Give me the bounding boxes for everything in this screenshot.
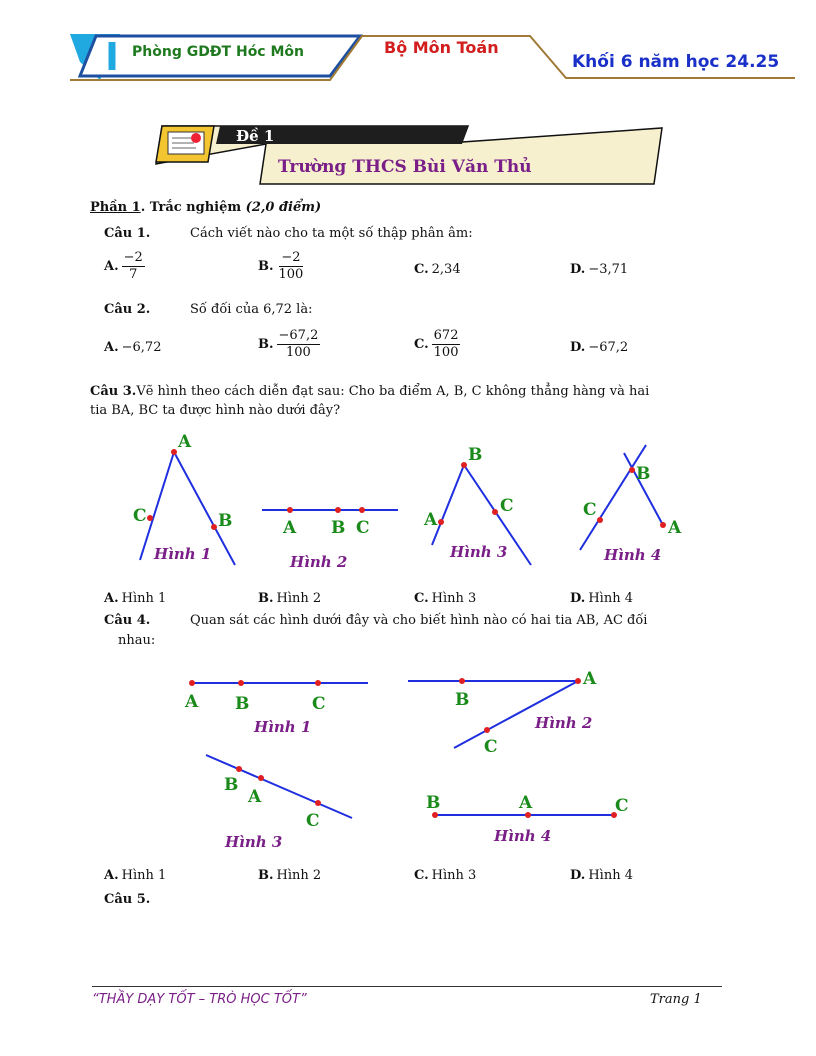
label-c: C	[306, 811, 320, 831]
label-a: A	[248, 787, 262, 807]
point-a	[171, 449, 177, 455]
option-value: −67,2	[588, 340, 629, 355]
fraction	[432, 328, 461, 361]
exam-number: Đề 1	[236, 127, 275, 145]
numerator: −67,2	[278, 328, 319, 343]
denominator: 100	[433, 345, 459, 360]
option-value: Hình 1	[121, 868, 167, 883]
header-left-text: Phòng GDĐT Hóc Môn	[132, 44, 304, 60]
q1-option-a	[104, 250, 145, 283]
point-a	[575, 678, 581, 684]
point-a	[287, 507, 293, 513]
denominator: 100	[286, 345, 311, 360]
option-value: Hình 1	[121, 591, 167, 606]
label-a: A	[519, 793, 533, 813]
label-a: A	[178, 432, 192, 452]
q1-option-c	[414, 262, 461, 277]
q2-label: Câu 2.	[104, 302, 151, 317]
point-c	[597, 517, 603, 523]
q4-figure-1	[184, 680, 368, 736]
label-a: A	[583, 669, 597, 689]
label-b: B	[426, 793, 441, 813]
q3-figure-1	[133, 432, 235, 565]
label-b: B	[468, 445, 483, 465]
caption-hinh-2: Hình 2	[535, 714, 593, 732]
point-b	[335, 507, 341, 513]
option-value: Hình 3	[431, 591, 477, 606]
q4-figure-2	[408, 669, 597, 757]
footer-page: Trang 1	[650, 992, 702, 1007]
numerator: −2	[281, 250, 301, 265]
option-key: B.	[258, 868, 274, 883]
footer-rule	[92, 986, 722, 987]
label-c: C	[133, 506, 147, 526]
label-c: C	[615, 796, 629, 816]
q5-label: Câu 5.	[104, 892, 151, 907]
label-a: A	[424, 510, 438, 530]
caption-hinh-3: Hình 3	[450, 543, 508, 561]
option-key: B.	[258, 591, 274, 606]
option-value: Hình 4	[588, 591, 633, 606]
point-c	[359, 507, 365, 513]
point-c	[147, 515, 153, 521]
option-key: C.	[414, 262, 429, 277]
part1-points: (2,0 điểm)	[245, 200, 322, 215]
option-value: 2,34	[431, 262, 461, 277]
q4-line1: Quan sát các hình dưới đây và cho biết hình nào có hai tia AB, AC đối	[190, 613, 648, 628]
label-c: C	[500, 496, 514, 516]
q2-option-c	[414, 328, 460, 361]
option-key: C.	[414, 868, 429, 883]
caption-hinh-4: Hình 4	[494, 827, 552, 845]
label-c: C	[356, 518, 370, 538]
option-value: −3,71	[588, 262, 629, 277]
denominator: 7	[129, 267, 138, 282]
fraction	[277, 250, 306, 283]
q2-option-d	[570, 340, 628, 355]
q3-text	[90, 382, 649, 420]
numerator: 672	[433, 328, 459, 343]
header-center-text: Bộ Môn Toán	[384, 38, 499, 57]
q3-line2: tia BA, BC ta được hình nào dưới đây?	[90, 403, 341, 418]
q4-figure-4	[426, 793, 629, 845]
caption-hinh-1: Hình 1	[154, 545, 212, 563]
label-b: B	[331, 518, 346, 538]
option-value: Hình 2	[276, 591, 322, 606]
q4-figures	[0, 660, 816, 860]
point-b	[211, 524, 217, 530]
part1-label: . Trắc nghiệm	[140, 200, 246, 215]
caption-hinh-1: Hình 1	[254, 718, 312, 736]
q2-text: Số đối của 6,72 là:	[190, 302, 313, 317]
q1-label: Câu 1.	[104, 226, 151, 241]
point-b	[459, 678, 465, 684]
q3-answer-d	[570, 591, 633, 606]
denominator: 100	[278, 267, 304, 282]
point-a	[189, 680, 195, 686]
numerator: −2	[123, 250, 143, 265]
option-value: Hình 2	[276, 868, 322, 883]
option-value: −6,72	[121, 340, 162, 355]
part1-title: Phần 1	[90, 200, 141, 215]
point-b	[238, 680, 244, 686]
q2-option-a	[104, 340, 161, 355]
label-a: A	[185, 692, 199, 712]
option-key: B.	[258, 337, 274, 352]
q4-answer-a	[104, 868, 166, 883]
option-key: B.	[258, 259, 274, 274]
label-c: C	[312, 694, 326, 714]
q4-answer-d	[570, 868, 633, 883]
q3-label: Câu 3.	[90, 384, 137, 399]
point-b	[236, 766, 242, 772]
point-b	[629, 467, 635, 473]
caption-hinh-2: Hình 2	[290, 553, 348, 571]
q4-figure-3	[206, 755, 352, 851]
label-b: B	[235, 694, 250, 714]
q1-option-b	[258, 250, 305, 283]
label-c: C	[484, 737, 498, 757]
q3-answer-c	[414, 591, 476, 606]
point-c	[315, 680, 321, 686]
point-c	[492, 509, 498, 515]
label-b: B	[218, 511, 233, 531]
option-key: A.	[104, 591, 119, 606]
caption-hinh-3: Hình 3	[225, 833, 283, 851]
option-key: A.	[104, 259, 119, 274]
option-value: Hình 3	[431, 868, 477, 883]
option-key: D.	[570, 591, 586, 606]
option-value: Hình 4	[588, 868, 633, 883]
footer-motto: “THẦY DẠY TỐT – TRÒ HỌC TỐT”	[92, 992, 307, 1007]
q3-answer-a	[104, 591, 166, 606]
q3-line1: Vẽ hình theo cách diễn đạt sau: Cho ba điểm A, B, C không thẳng hàng và hai	[136, 384, 650, 399]
part1-heading	[90, 200, 321, 215]
label-b: B	[224, 775, 239, 795]
q4-answer-b	[258, 868, 321, 883]
point-a	[258, 775, 264, 781]
school-name: Trường THCS Bùi Văn Thủ	[278, 157, 532, 177]
fraction	[122, 250, 145, 283]
q3-figure-4	[580, 445, 682, 564]
label-a: A	[668, 518, 682, 538]
option-key: D.	[570, 868, 586, 883]
q3-figures	[0, 425, 816, 585]
q1-option-d	[570, 262, 628, 277]
q4-line2: nhau:	[118, 633, 156, 648]
q3-answer-b	[258, 591, 321, 606]
point-a	[438, 519, 444, 525]
option-key: A.	[104, 868, 119, 883]
q2-option-b	[258, 328, 320, 361]
point-a	[660, 522, 666, 528]
option-key: D.	[570, 340, 586, 355]
point-c	[484, 727, 490, 733]
point-c	[315, 800, 321, 806]
caption-hinh-4: Hình 4	[604, 546, 662, 564]
option-key: A.	[104, 340, 119, 355]
option-key: C.	[414, 337, 429, 352]
header-right-text: Khối 6 năm học 24.25	[572, 52, 780, 72]
label-b: B	[455, 690, 470, 710]
q1-text: Cách viết nào cho ta một số thập phân âm:	[190, 226, 473, 241]
fraction	[277, 328, 321, 361]
label-c: C	[583, 500, 597, 520]
label-b: B	[636, 464, 651, 484]
q4-answer-c	[414, 868, 476, 883]
point-b	[461, 462, 467, 468]
option-key: C.	[414, 591, 429, 606]
q3-figure-2	[262, 507, 398, 571]
q3-figure-3	[423, 445, 531, 565]
option-key: D.	[570, 262, 586, 277]
label-a: A	[283, 518, 297, 538]
q4-label: Câu 4.	[104, 613, 151, 628]
